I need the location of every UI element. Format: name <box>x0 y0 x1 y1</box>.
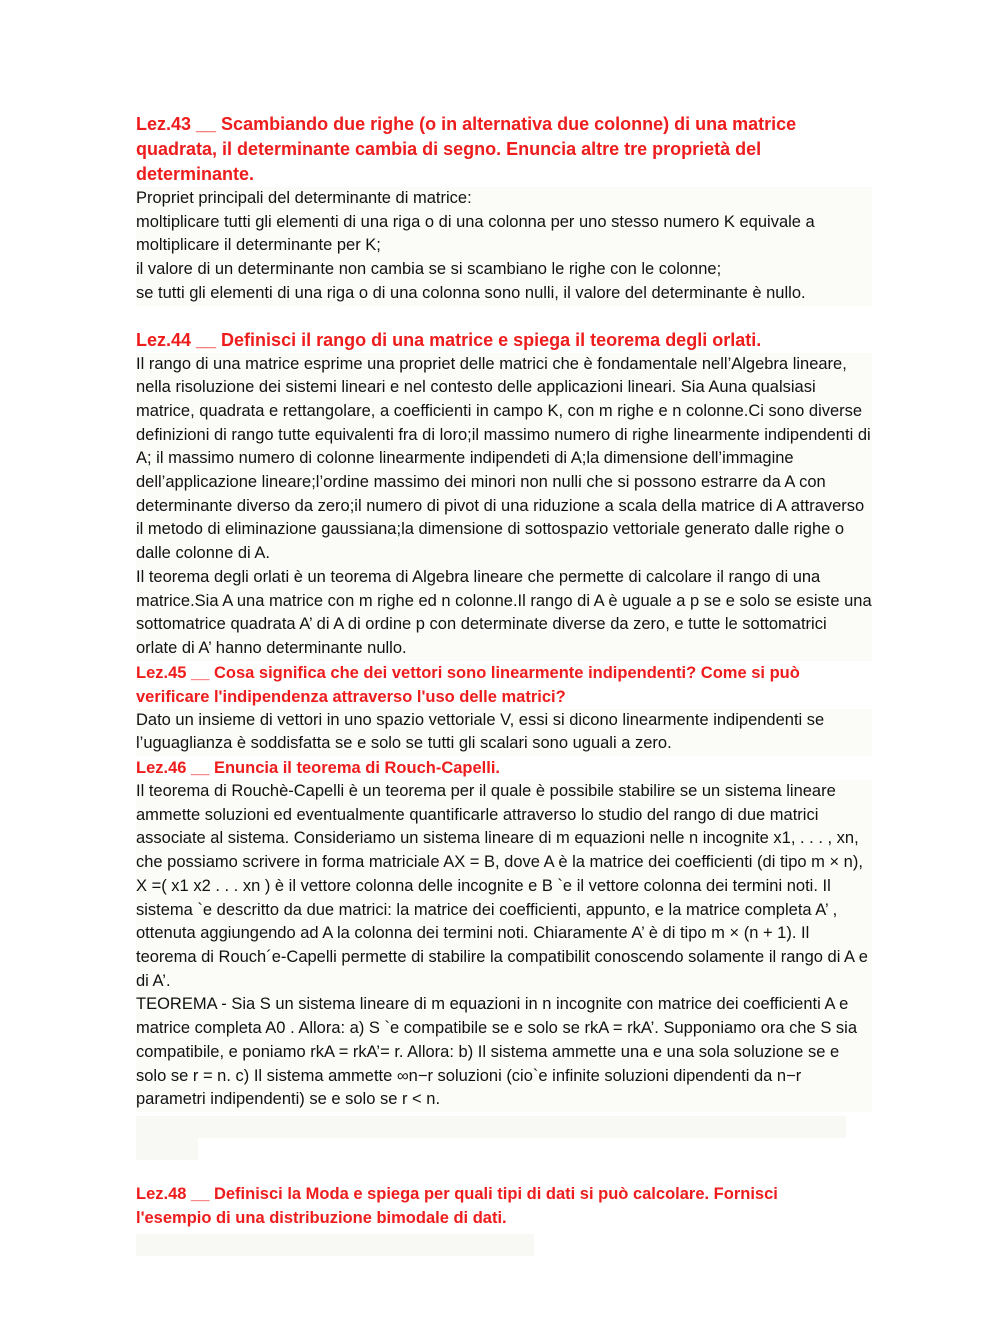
document-page <box>136 112 872 1256</box>
lez44-heading: Lez.44 __ Definisci il rango di una matrice e spiega il teorema degli orlati. <box>136 329 762 350</box>
blank-answer-area <box>136 1234 534 1256</box>
lez48-heading: Lez.48 __ Definisci la Moda e spiega per quali tipi di dati si può calcolare. Fornisci l'esempio di una distribuzione bimodale di dati. <box>136 1184 778 1227</box>
lez43-paragraph: Propriet principali del determinante di matrice: <box>136 189 472 207</box>
lez45-paragraph: Dato un insieme di vettori in uno spazio vettoriale V, essi si dicono linearmente indipendenti se l’uguaglianza è soddisfatta se e solo se tutti gli scalari sono uguali a zero. <box>136 710 825 753</box>
lez44-paragraph: Il teorema degli orlati è un teorema di Algebra lineare che permette di calcolare il rango di una matrice.Sia A una matrice con m righe ed n colonne.Il rango di A è uguale a p se e solo se esiste una sottomatrice quadrata A’ di A di ordine p con determinate diverse da zero, e tutte le sottomatrici orlate di A’ hanno determinante nullo. <box>136 567 872 657</box>
lez44-body <box>136 353 872 661</box>
lez43-paragraph: moltiplicare tutti gli elementi di una riga o di una colonna per uno stesso numero K equivale a moltiplicare il determinante per K; <box>136 212 815 255</box>
lez44-paragraph: Il rango di una matrice esprime una propriet delle matrici che è fondamentale nell’Algebra lineare, nella risoluzione dei sistemi lineari e nel contesto delle applicazioni lineari. Sia Auna qualsiasi matrice, quadrata e rettangolare, a coefficienti in campo K, con m righe e n colonne.Ci sono diverse definizioni di rango tutte equivalenti fra di loro;il massimo numero di righe linearmente indipendenti di A; il massimo numero di colonne linearmente indipendeti di A;la dimensione dell’immagine dell’applicazione lineare;l’ordine massimo dei minori non nulli che si possono estrarre da A con determinante diverso da zero;il numero di pivot di una riduzione a scala della matrice di A attraverso il metodo di eliminazione gaussiana;la dimensione di sottospazio vettoriale generato dalle righe o dalle colonne di A. <box>136 354 871 563</box>
blank-answer-area <box>136 1138 198 1160</box>
lez46-paragraph: Il teorema di Rouchè-Capelli è un teorema per il quale è possibile stabilire se un sistema lineare ammette soluzioni ed eventualmente quantificarle attraverso lo studio del rango di due matrici associate al sistema. Consideriamo un sistema lineare di m equazioni nelle n incognite x1, . . . , xn, che possiamo scrivere in forma matriciale AX = B, dove A è la matrice dei coefficienti (di tipo m × n), X =( x1 x2 . . . xn ) è il vettore colonna delle incognite e B `e il vettore colonna dei termini noti. Il sistema `e descritto da due matrici: la matrice dei coefficienti, appunto, e la matrice completa A’ , ottenuta aggiungendo ad A la colonna dei termini noti. Chiaramente A’ è di tipo m × (n + 1). Il teorema di Rouch´e-Capelli permette di stabilire la compatibilit conoscendo solamente il rango di A e di A’. <box>136 782 868 990</box>
lez46-body <box>136 780 872 1112</box>
lez43-heading: Lez.43 __ Scambiando due righe (o in alternativa due colonne) di una matrice quadrata, il determinante cambia di segno. Enuncia altre tre proprietà del determinante. <box>136 114 797 184</box>
lez43-body <box>136 187 872 306</box>
lez45-body <box>136 709 872 756</box>
lez46-heading: Lez.46 __ Enuncia il teorema di Rouch-Capelli. <box>136 759 501 778</box>
lez45-heading: Lez.45 __ Cosa significa che dei vettori sono linearmente indipendenti? Come si può verificare l'indipendenza attraverso l'uso delle matrici? <box>136 663 800 706</box>
lez43-paragraph: il valore di un determinante non cambia se si scambiano le righe con le colonne; <box>136 260 722 279</box>
blank-answer-area <box>136 1116 846 1138</box>
lez43-paragraph: se tutti gli elementi di una riga o di una colonna sono nulli, il valore del determinante è nullo. <box>136 283 806 302</box>
lez46-paragraph: TEOREMA - Sia S un sistema lineare di m equazioni in n incognite con matrice dei coefficienti A e matrice completa A0 . Allora: a) S `e compatibile se e solo se rkA = rkA’. Supponiamo ora che S sia compatibile, e poniamo rkA = rkA’= r. Allora: b) Il sistema ammette una e una sola soluzione se e solo se r = n. c) Il sistema ammette ∞n−r soluzioni (cio`e infinite soluzioni dipendenti da n−r parametri indipendenti) se e solo se r < n. <box>136 995 857 1109</box>
